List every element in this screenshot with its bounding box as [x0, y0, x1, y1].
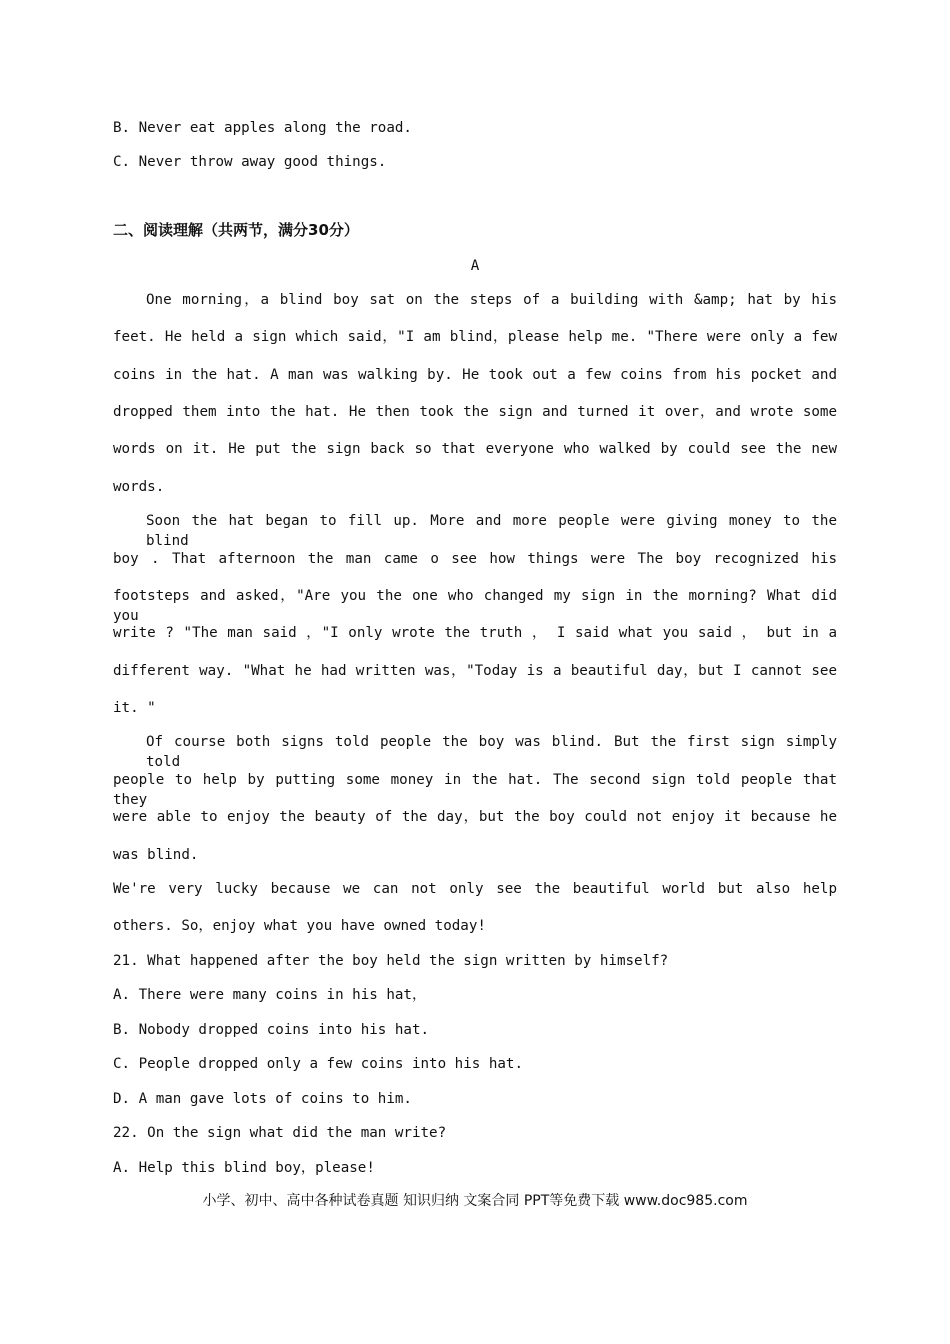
paragraph-line: write ? "The man said ，"I only wrote the truth ， I said what you said ， but in a: [113, 625, 837, 641]
paragraph-line: We're very lucky because we can not only see the beautiful world but also help: [113, 881, 837, 897]
paragraph-line: One morning，a blind boy sat on the steps of a building with &amp; hat by his: [146, 292, 837, 308]
option-b-previous: B. Never eat apples along the road.: [113, 120, 412, 136]
passage-label: A: [470, 258, 480, 274]
question-stem: 21. What happened after the boy held the sign written by himself?: [113, 953, 669, 969]
paragraph-line: were able to enjoy the beauty of the day，but the boy could not enjoy it because he: [113, 809, 837, 825]
footer-text: 小学、初中、高中各种试卷真题 知识归纳 文案合同 PPT等免费下载 www.doc985.com: [202, 1193, 748, 1209]
paragraph-line: dropped them into the hat. He then took the sign and turned it over，and wrote some: [113, 404, 837, 420]
paragraph-line: Of course both signs told people the boy was blind. But the first sign simply told: [146, 734, 837, 770]
answer-option: D. A man gave lots of coins to him.: [113, 1091, 412, 1107]
question-stem: 22. On the sign what did the man write?: [113, 1125, 447, 1141]
answer-option: A. There were many coins in his hat，: [113, 987, 427, 1003]
paragraph-line: different way. "What he had written was，"Today is a beautiful day，but I cannot see: [113, 663, 837, 679]
paragraph-line: feet. He held a sign which said，"I am blind，please help me. "There were only a few: [113, 329, 837, 345]
answer-option: A. Help this blind boy，please!: [113, 1160, 375, 1176]
paragraph-line: people to help by putting some money in the hat. The second sign told people that they: [113, 772, 837, 808]
section-heading: 二、阅读理解（共两节，满分30分）: [113, 221, 359, 239]
paragraph-line: footsteps and asked，"Are you the one who changed my sign in the morning? What did you: [113, 588, 837, 624]
paragraph-line: words on it. He put the sign back so that everyone who walked by could see the new: [113, 441, 837, 457]
paragraph-line: words.: [113, 479, 165, 495]
paragraph-line: was blind.: [113, 847, 199, 863]
answer-option: B. Nobody dropped coins into his hat.: [113, 1022, 430, 1038]
paragraph-line: it. ": [113, 700, 156, 716]
answer-option: C. People dropped only a few coins into his hat.: [113, 1056, 523, 1072]
document-page: [113, 0, 837, 1344]
option-c-previous: C. Never throw away good things.: [113, 154, 387, 170]
paragraph-line: others. So，enjoy what you have owned today!: [113, 918, 486, 934]
paragraph-line: coins in the hat. A man was walking by. He took out a few coins from his pocket and: [113, 367, 837, 383]
paragraph-line: boy . That afternoon the man came o see how things were The boy recognized his: [113, 551, 837, 567]
paragraph-line: Soon the hat began to fill up. More and more people were giving money to the blind: [146, 513, 837, 549]
